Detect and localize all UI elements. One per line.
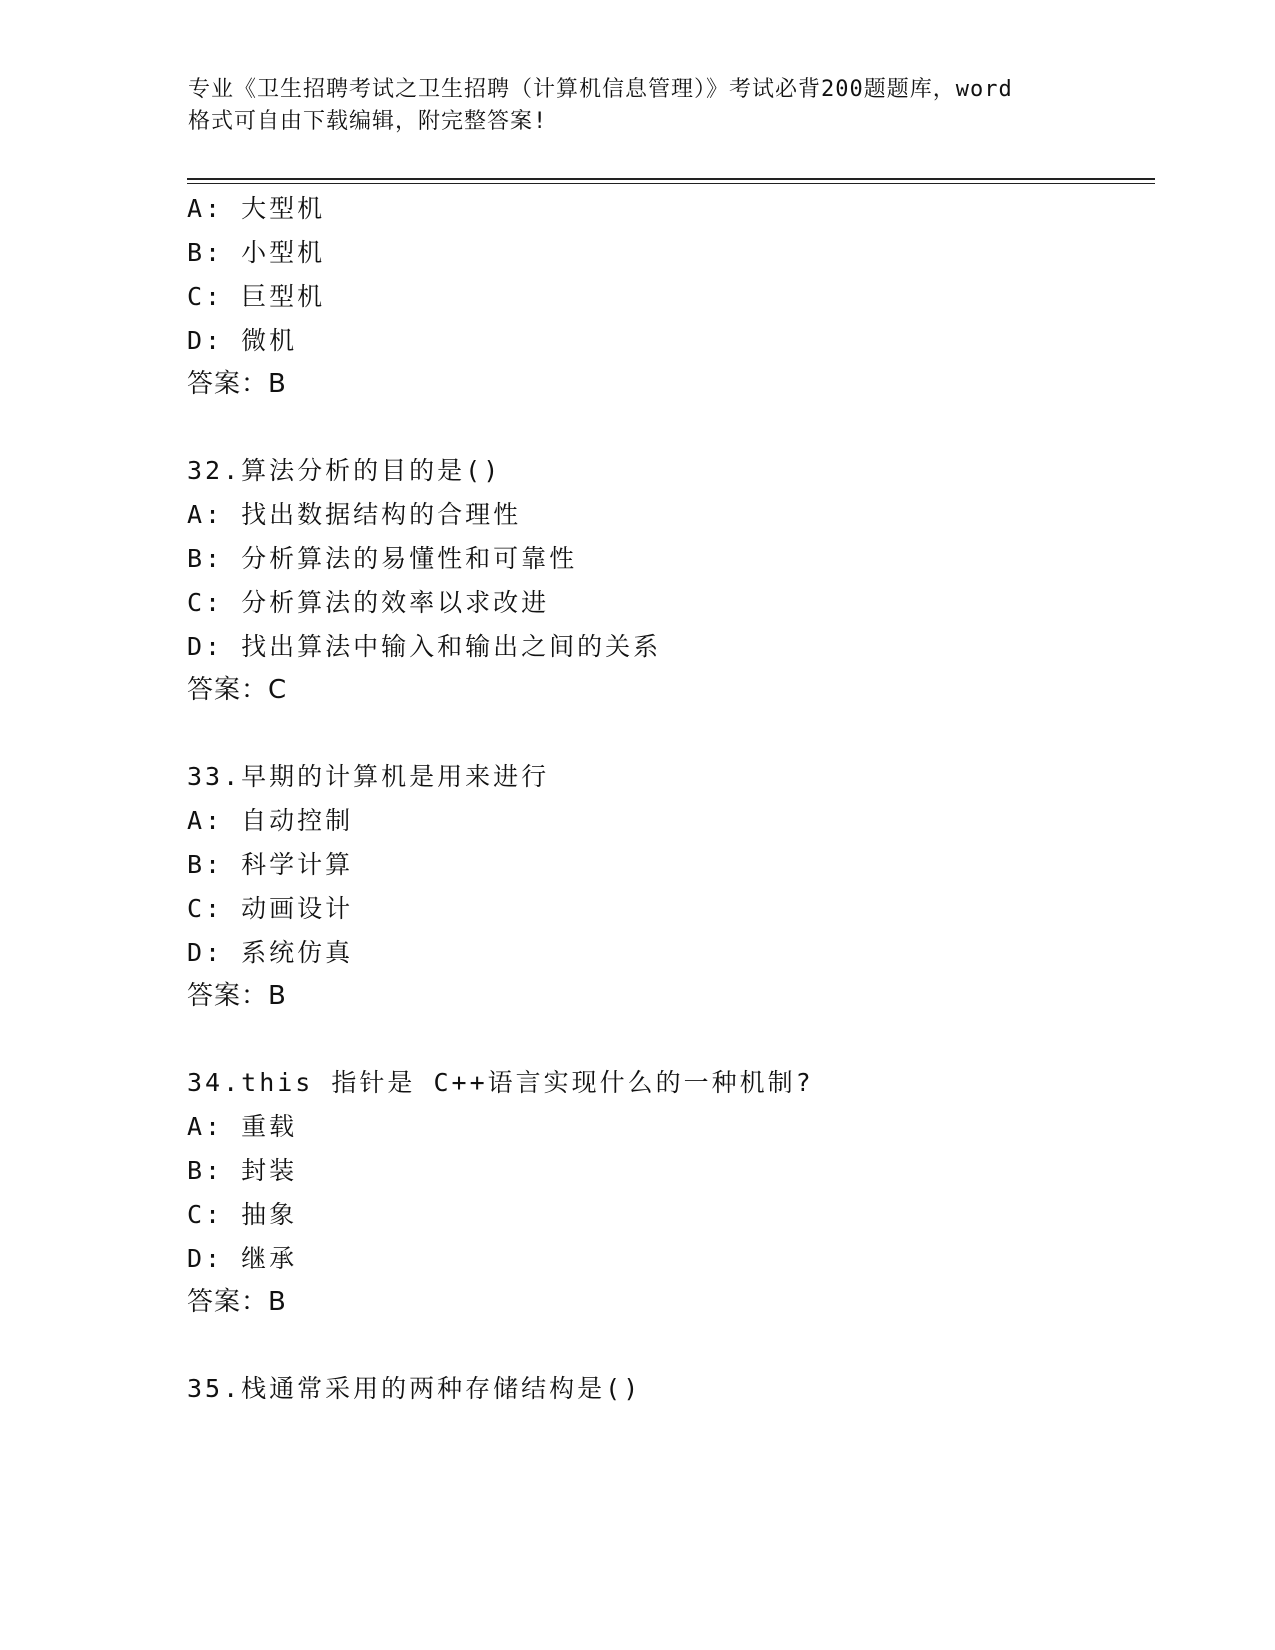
header-divider bbox=[187, 178, 1155, 184]
document-header bbox=[188, 74, 1088, 138]
q33-option-d: D: 系统仿真 bbox=[187, 938, 354, 967]
q32-option-a: A: 找出数据结构的合理性 bbox=[187, 500, 522, 529]
q34-question: 34.this 指针是 C++语言实现什么的一种机制? bbox=[187, 1068, 814, 1097]
q33-answer: 答案：B bbox=[187, 981, 287, 1011]
q33-option-a: A: 自动控制 bbox=[187, 806, 354, 835]
q34-option-d: D: 继承 bbox=[187, 1244, 298, 1273]
q35-question: 35.栈通常采用的两种存储结构是() bbox=[187, 1374, 642, 1403]
q31-option-d: D: 微机 bbox=[187, 326, 298, 355]
q33-question: 33.早期的计算机是用来进行 bbox=[187, 762, 550, 791]
q32-option-c: C: 分析算法的效率以求改进 bbox=[187, 588, 550, 617]
q33-option-c: C: 动画设计 bbox=[187, 894, 354, 923]
q33-option-b: B: 科学计算 bbox=[187, 850, 354, 879]
q34-option-c: C: 抽象 bbox=[187, 1200, 298, 1229]
q34-option-a: A: 重载 bbox=[187, 1112, 298, 1141]
q34-option-b: B: 封装 bbox=[187, 1156, 298, 1185]
q31-option-b: B: 小型机 bbox=[187, 238, 326, 267]
q31-option-a: A: 大型机 bbox=[187, 194, 326, 223]
q32-answer: 答案：C bbox=[187, 675, 288, 705]
header-line-1: 专业《卫生招聘考试之卫生招聘（计算机信息管理）》考试必背200题题库，word bbox=[188, 77, 1013, 102]
header-line-2: 格式可自由下载编辑，附完整答案! bbox=[188, 109, 548, 134]
q31-option-c: C: 巨型机 bbox=[187, 282, 326, 311]
q32-option-b: B: 分析算法的易懂性和可靠性 bbox=[187, 544, 578, 573]
q34-answer: 答案：B bbox=[187, 1287, 287, 1317]
q32-option-d: D: 找出算法中输入和输出之间的关系 bbox=[187, 632, 662, 661]
q32-question: 32.算法分析的目的是() bbox=[187, 456, 502, 485]
q31-answer: 答案：B bbox=[187, 369, 287, 399]
